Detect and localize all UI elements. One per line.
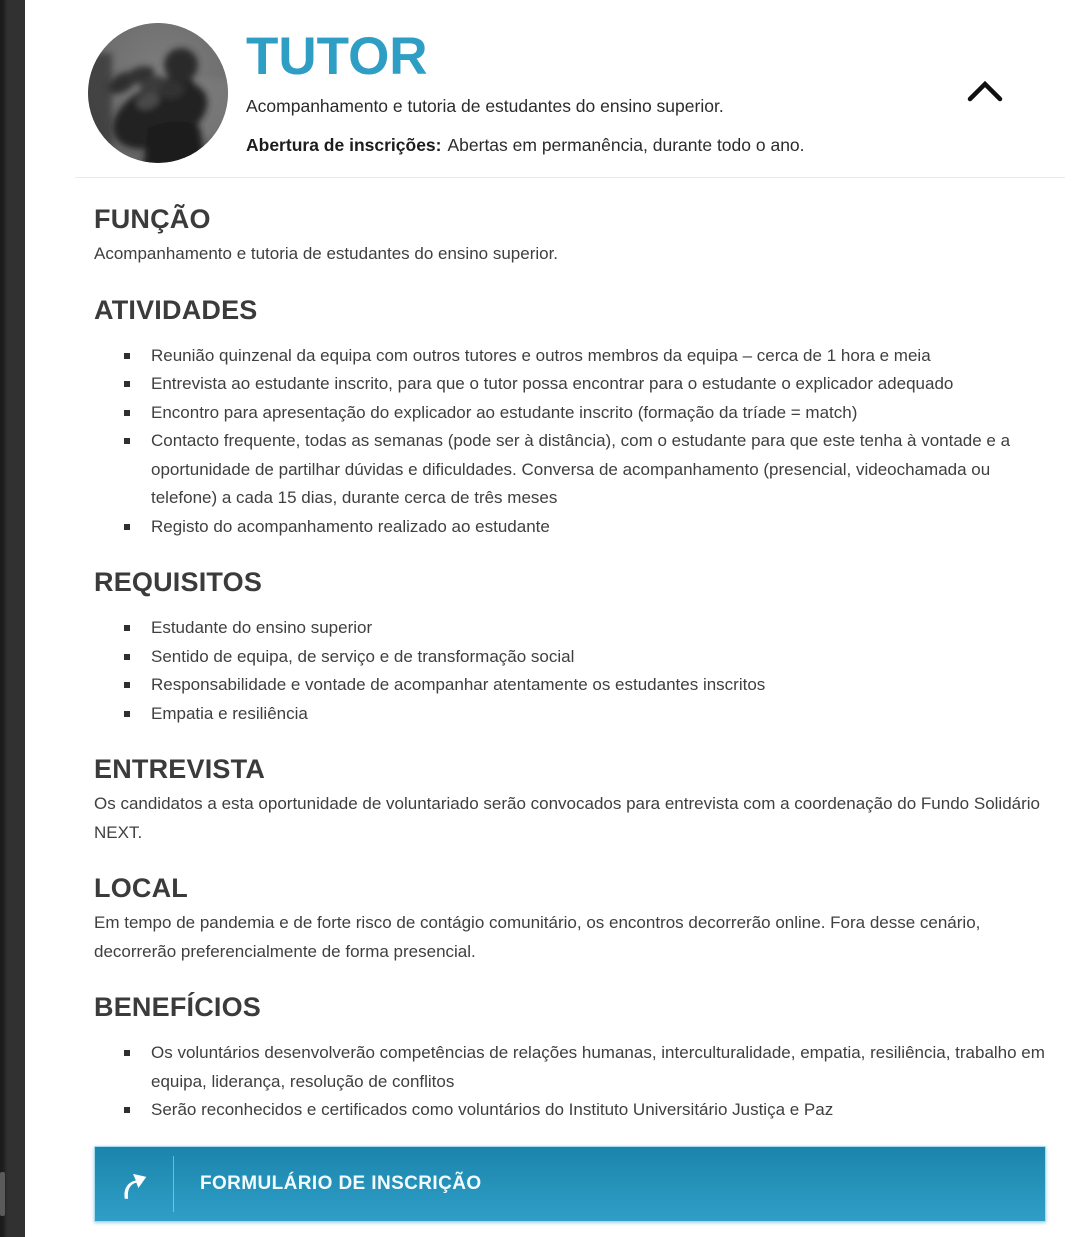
section-paragraph: Os candidatos a esta oportunidade de voluntariado serão convocados para entrevista com a coordenação do Fundo Solidário NEXT. <box>94 794 1040 842</box>
job-header-text <box>246 0 1080 156</box>
list-item: Estudante do ensino superior <box>151 614 1046 643</box>
job-subtitle: Acompanhamento e tutoria de estudantes do ensino superior. <box>246 96 724 116</box>
registration-form-button[interactable] <box>94 1146 1046 1222</box>
section-funcao <box>94 203 1046 269</box>
section-list <box>94 342 1046 542</box>
chevron-up-icon <box>966 79 1004 103</box>
section-entrevista <box>94 753 1046 847</box>
section-heading: ATIVIDADES <box>94 294 258 325</box>
job-detail-content <box>94 203 1046 1222</box>
section-atividades <box>94 294 1046 542</box>
curved-arrow-icon <box>95 1168 173 1200</box>
job-avatar-photo <box>88 23 228 163</box>
section-list <box>94 1039 1046 1125</box>
list-item: Os voluntários desenvolverão competências de relações humanas, interculturalidade, empatia, resiliência, trabalho em equipa, liderança, resolução de conflitos <box>151 1039 1046 1096</box>
registration-line <box>246 134 1080 156</box>
section-heading: BENEFÍCIOS <box>94 992 262 1022</box>
job-header <box>25 0 1080 177</box>
list-item: Reunião quinzenal da equipa com outros tutores e outros membros da equipa – cerca de 1 hora e meia <box>151 342 1046 371</box>
reaching-hand-photo-icon <box>88 23 228 163</box>
registration-label: Abertura de inscrições: <box>246 135 442 155</box>
list-item: Empatia e resiliência <box>151 700 1046 729</box>
section-list <box>94 614 1046 728</box>
section-heading: LOCAL <box>94 873 188 903</box>
list-item: Encontro para apresentação do explicador ao estudante inscrito (formação da tríade = match) <box>151 399 1046 428</box>
list-item: Sentido de equipa, de serviço e de transformação social <box>151 643 1046 672</box>
list-item: Registo do acompanhamento realizado ao estudante <box>151 513 1046 542</box>
section-paragraph: Em tempo de pandemia e de forte risco de contágio comunitário, os encontros decorrerão online. Fora desse cenário, decorrerão preferencialmente de forma presencial. <box>94 913 981 961</box>
header-divider <box>75 177 1065 178</box>
section-local <box>94 872 1046 966</box>
job-detail-panel <box>25 0 1080 1237</box>
registration-form-label: FORMULÁRIO DE INSCRIÇÃO <box>200 1172 482 1194</box>
section-heading: ENTREVISTA <box>94 754 266 784</box>
page-title: TUTOR <box>246 27 428 86</box>
list-item: Serão reconhecidos e certificados como voluntários do Instituto Universitário Justiça e Paz <box>151 1096 1046 1125</box>
section-requisitos <box>94 566 1046 728</box>
section-heading: FUNÇÃO <box>94 204 211 234</box>
section-paragraph: Acompanhamento e tutoria de estudantes do ensino superior. <box>94 244 559 263</box>
list-item: Contacto frequente, todas as semanas (pode ser à distância), com o estudante para que este tenha à vontade e a oportunidade de partilhar dúvidas e dificuldades. Conversa de acompanhamento (presencial, videochamada ou telefone) a cada 15 dias, durante cerca de três meses <box>151 427 1046 513</box>
collapse-button[interactable] <box>962 72 1008 110</box>
registration-value: Abertas em permanência, durante todo o ano. <box>447 135 805 155</box>
section-heading: REQUISITOS <box>94 567 263 597</box>
section-beneficios <box>94 991 1046 1125</box>
scrollbar-thumb[interactable] <box>0 1172 5 1216</box>
list-item: Entrevista ao estudante inscrito, para que o tutor possa encontrar para o estudante o explicador adequado <box>151 370 1046 399</box>
list-item: Responsabilidade e vontade de acompanhar atentamente os estudantes inscritos <box>151 671 1046 700</box>
left-edge-bar <box>0 0 25 1237</box>
button-separator <box>173 1156 174 1212</box>
